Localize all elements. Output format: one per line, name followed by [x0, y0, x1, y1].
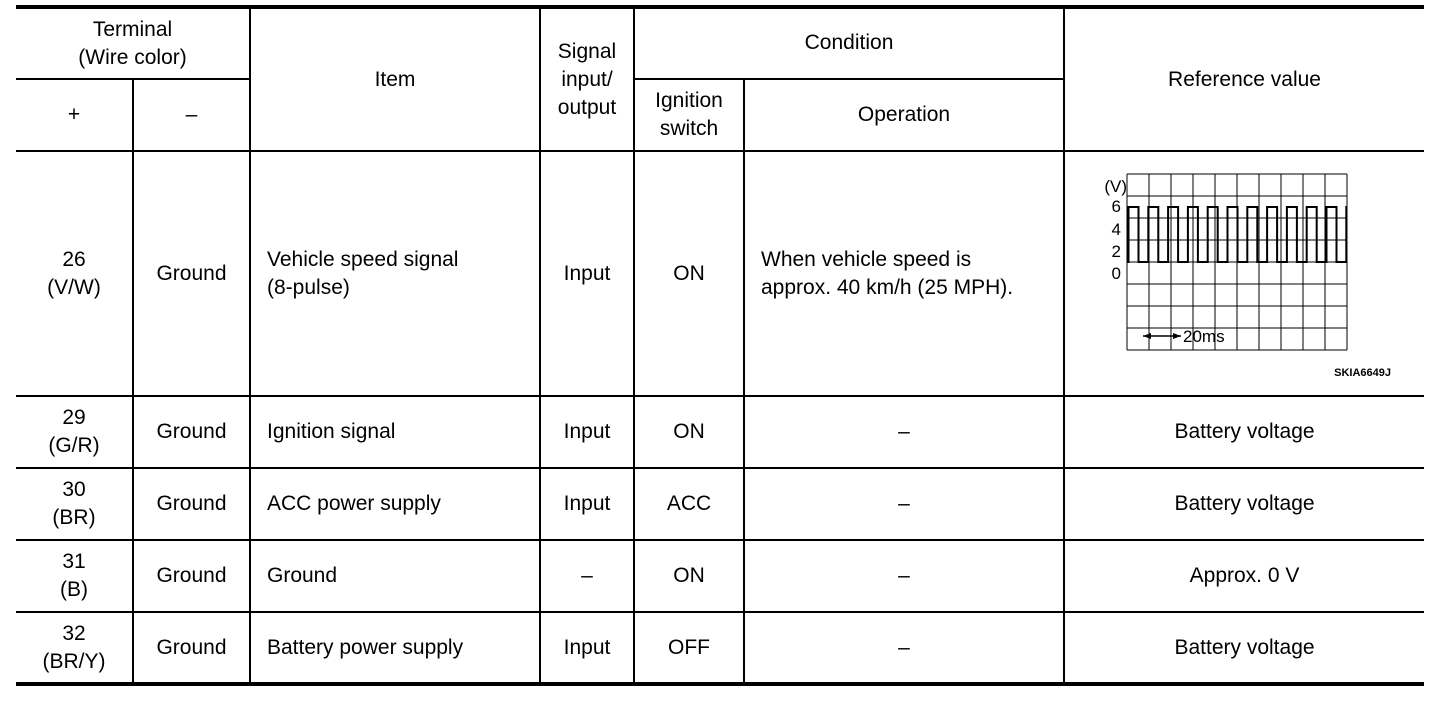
ignition-switch-cell: OFF — [634, 612, 744, 684]
vehicle-speed-waveform — [1095, 166, 1395, 381]
terminal-reference-table — [16, 5, 1424, 686]
operation-cell: – — [744, 540, 1064, 612]
terminal-minus-cell: Ground — [133, 396, 250, 468]
terminal-minus-cell: Ground — [133, 540, 250, 612]
terminal-plus-cell: 31 (B) — [16, 540, 133, 612]
waveform-pulse-trace — [1127, 207, 1347, 262]
terminal-minus-cell: Ground — [133, 151, 250, 396]
operation-cell: – — [744, 396, 1064, 468]
time-scale-arrow — [1143, 333, 1181, 339]
item-cell: Ground — [250, 540, 540, 612]
operation-cell: When vehicle speed is approx. 40 km/h (25 MPH). — [744, 151, 1064, 396]
ignition-switch-cell: ON — [634, 151, 744, 396]
table-row — [16, 540, 1424, 612]
operation-header: Operation — [744, 79, 1064, 151]
signal-io-cell: – — [540, 540, 634, 612]
signal-io-cell: Input — [540, 151, 634, 396]
reference-value-cell: Approx. 0 V — [1064, 540, 1424, 612]
table-row — [16, 396, 1424, 468]
ignition-switch-cell: ACC — [634, 468, 744, 540]
terminal-plus-cell: 30 (BR) — [16, 468, 133, 540]
waveform-y-tick: 2 — [1111, 242, 1121, 261]
item-cell: Battery power supply — [250, 612, 540, 684]
operation-cell: – — [744, 612, 1064, 684]
minus-header: – — [133, 79, 250, 151]
plus-header: + — [16, 79, 133, 151]
table-row — [16, 468, 1424, 540]
terminal-minus-cell: Ground — [133, 612, 250, 684]
signal-io-cell: Input — [540, 396, 634, 468]
terminal-header: Terminal (Wire color) — [16, 7, 250, 79]
waveform-y-tick: 0 — [1111, 264, 1121, 283]
waveform-y-tick: 4 — [1111, 220, 1121, 239]
terminal-plus-cell: 32 (BR/Y) — [16, 612, 133, 684]
table-row — [16, 151, 1424, 396]
waveform-time-label: 20ms — [1182, 327, 1225, 346]
signal-io-cell: Input — [540, 612, 634, 684]
ignition-switch-cell: ON — [634, 396, 744, 468]
ignition-switch-header: Ignition switch — [634, 79, 744, 151]
signal-io-header: Signal input/ output — [540, 7, 634, 151]
waveform-y-tick: 6 — [1111, 197, 1121, 216]
operation-cell: – — [744, 468, 1064, 540]
item-cell: ACC power supply — [250, 468, 540, 540]
reference-value-cell: Battery voltage — [1064, 612, 1424, 684]
ignition-switch-cell: ON — [634, 540, 744, 612]
terminal-minus-cell: Ground — [133, 468, 250, 540]
reference-value-cell: Battery voltage — [1064, 468, 1424, 540]
item-cell: Ignition signal — [250, 396, 540, 468]
signal-io-cell: Input — [540, 468, 634, 540]
reference-value-header: Reference value — [1064, 7, 1424, 151]
table-row — [16, 612, 1424, 684]
reference-value-cell: Battery voltage — [1064, 396, 1424, 468]
figure-id-label: SKIA6649J — [1333, 367, 1391, 379]
terminal-plus-cell: 26 (V/W) — [16, 151, 133, 396]
condition-header: Condition — [634, 7, 1064, 79]
waveform-unit-label: (V) — [1103, 177, 1127, 196]
terminal-plus-cell: 29 (G/R) — [16, 396, 133, 468]
item-header: Item — [250, 7, 540, 151]
item-cell: Vehicle speed signal (8-pulse) — [250, 151, 540, 396]
reference-waveform-cell — [1064, 151, 1424, 396]
